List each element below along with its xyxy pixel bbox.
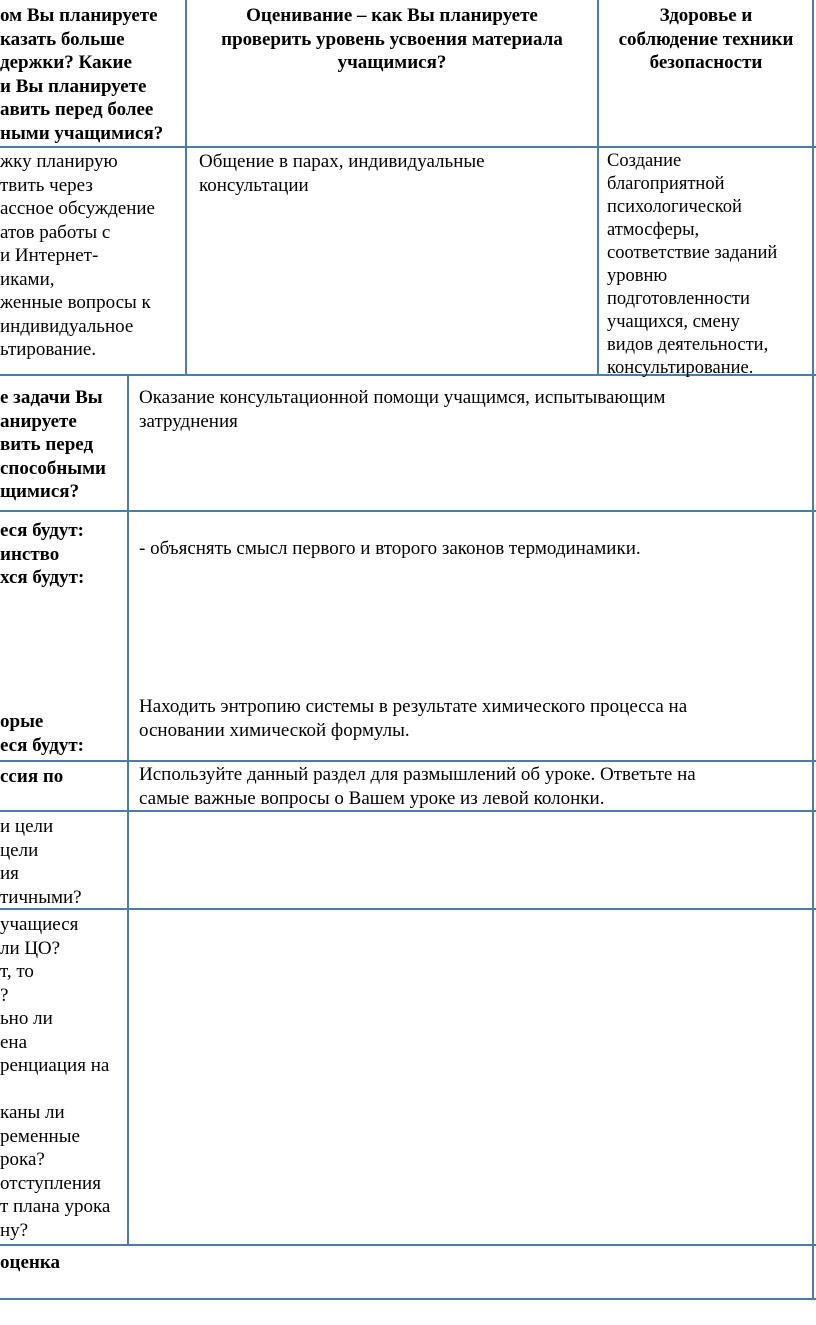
tasks-label-cell: е задачи Вы анируете вить перед способными щимися? [0,387,106,502]
outcomes-text-top: - объяснять смысл первого и второго законов термодинамики. [139,538,641,559]
reflection-questions-cell: учащиеся ли ЦО? т, то ? ьно ли ена ренциация на каны ли ременные рока? отступления т плана урока ну? [0,914,111,1241]
border-line [0,146,816,148]
reflection-label-cell: ссия по [0,766,64,787]
outcomes-label-top: еся будут: инство хся будут: [0,520,85,588]
border-line [812,0,814,1300]
outcomes-text-bottom: Находить энтропию системы в результате химического процесса на основании химической формулы. [139,696,688,741]
reflection-text-cell: Используйте данный раздел для размышлений об уроке. Ответьте на самые важные вопросы о Вашем уроке из левой колонки. [139,764,696,809]
outcomes-label-bottom: орые еся будут: [0,711,84,756]
border-line [0,1244,816,1246]
header-health-safety-cell: Здоровье и соблюдение техники безопасности [618,5,794,73]
overall-assessment-label: оценка [0,1252,60,1273]
goals-question-cell: и цели цели ия тичными? [0,816,82,908]
border-line [185,0,187,374]
support-differentiation-cell: жку планирую твить через ассное обсуждение атов работы с и Интернет- иками, женные вопросы к индивидуальное ьтирование. [0,151,155,360]
border-line [597,0,599,374]
header-differentiation-cell: ом Вы планируете казать больше держки? Какие и Вы планируете авить перед более ными учащимися? [0,5,164,144]
border-line [0,510,816,512]
header-assessment-cell: Оценивание – как Вы планируете проверить уровень усвоения материала учащимися? [221,5,563,73]
support-health-cell: Создание благоприятной психологической атмосферы, соответствие заданий уровню подготовленности учащихся, смену видов деятельности, консультирование. [607,151,778,378]
border-line [0,810,816,812]
support-assessment-cell: Общение в парах, индивидуальные консультации [199,151,485,196]
border-line [0,760,816,762]
tasks-text-cell: Оказание консультационной помощи учащимся, испытывающим затруднения [139,387,666,432]
border-line [0,1298,816,1300]
border-line [127,374,129,1244]
